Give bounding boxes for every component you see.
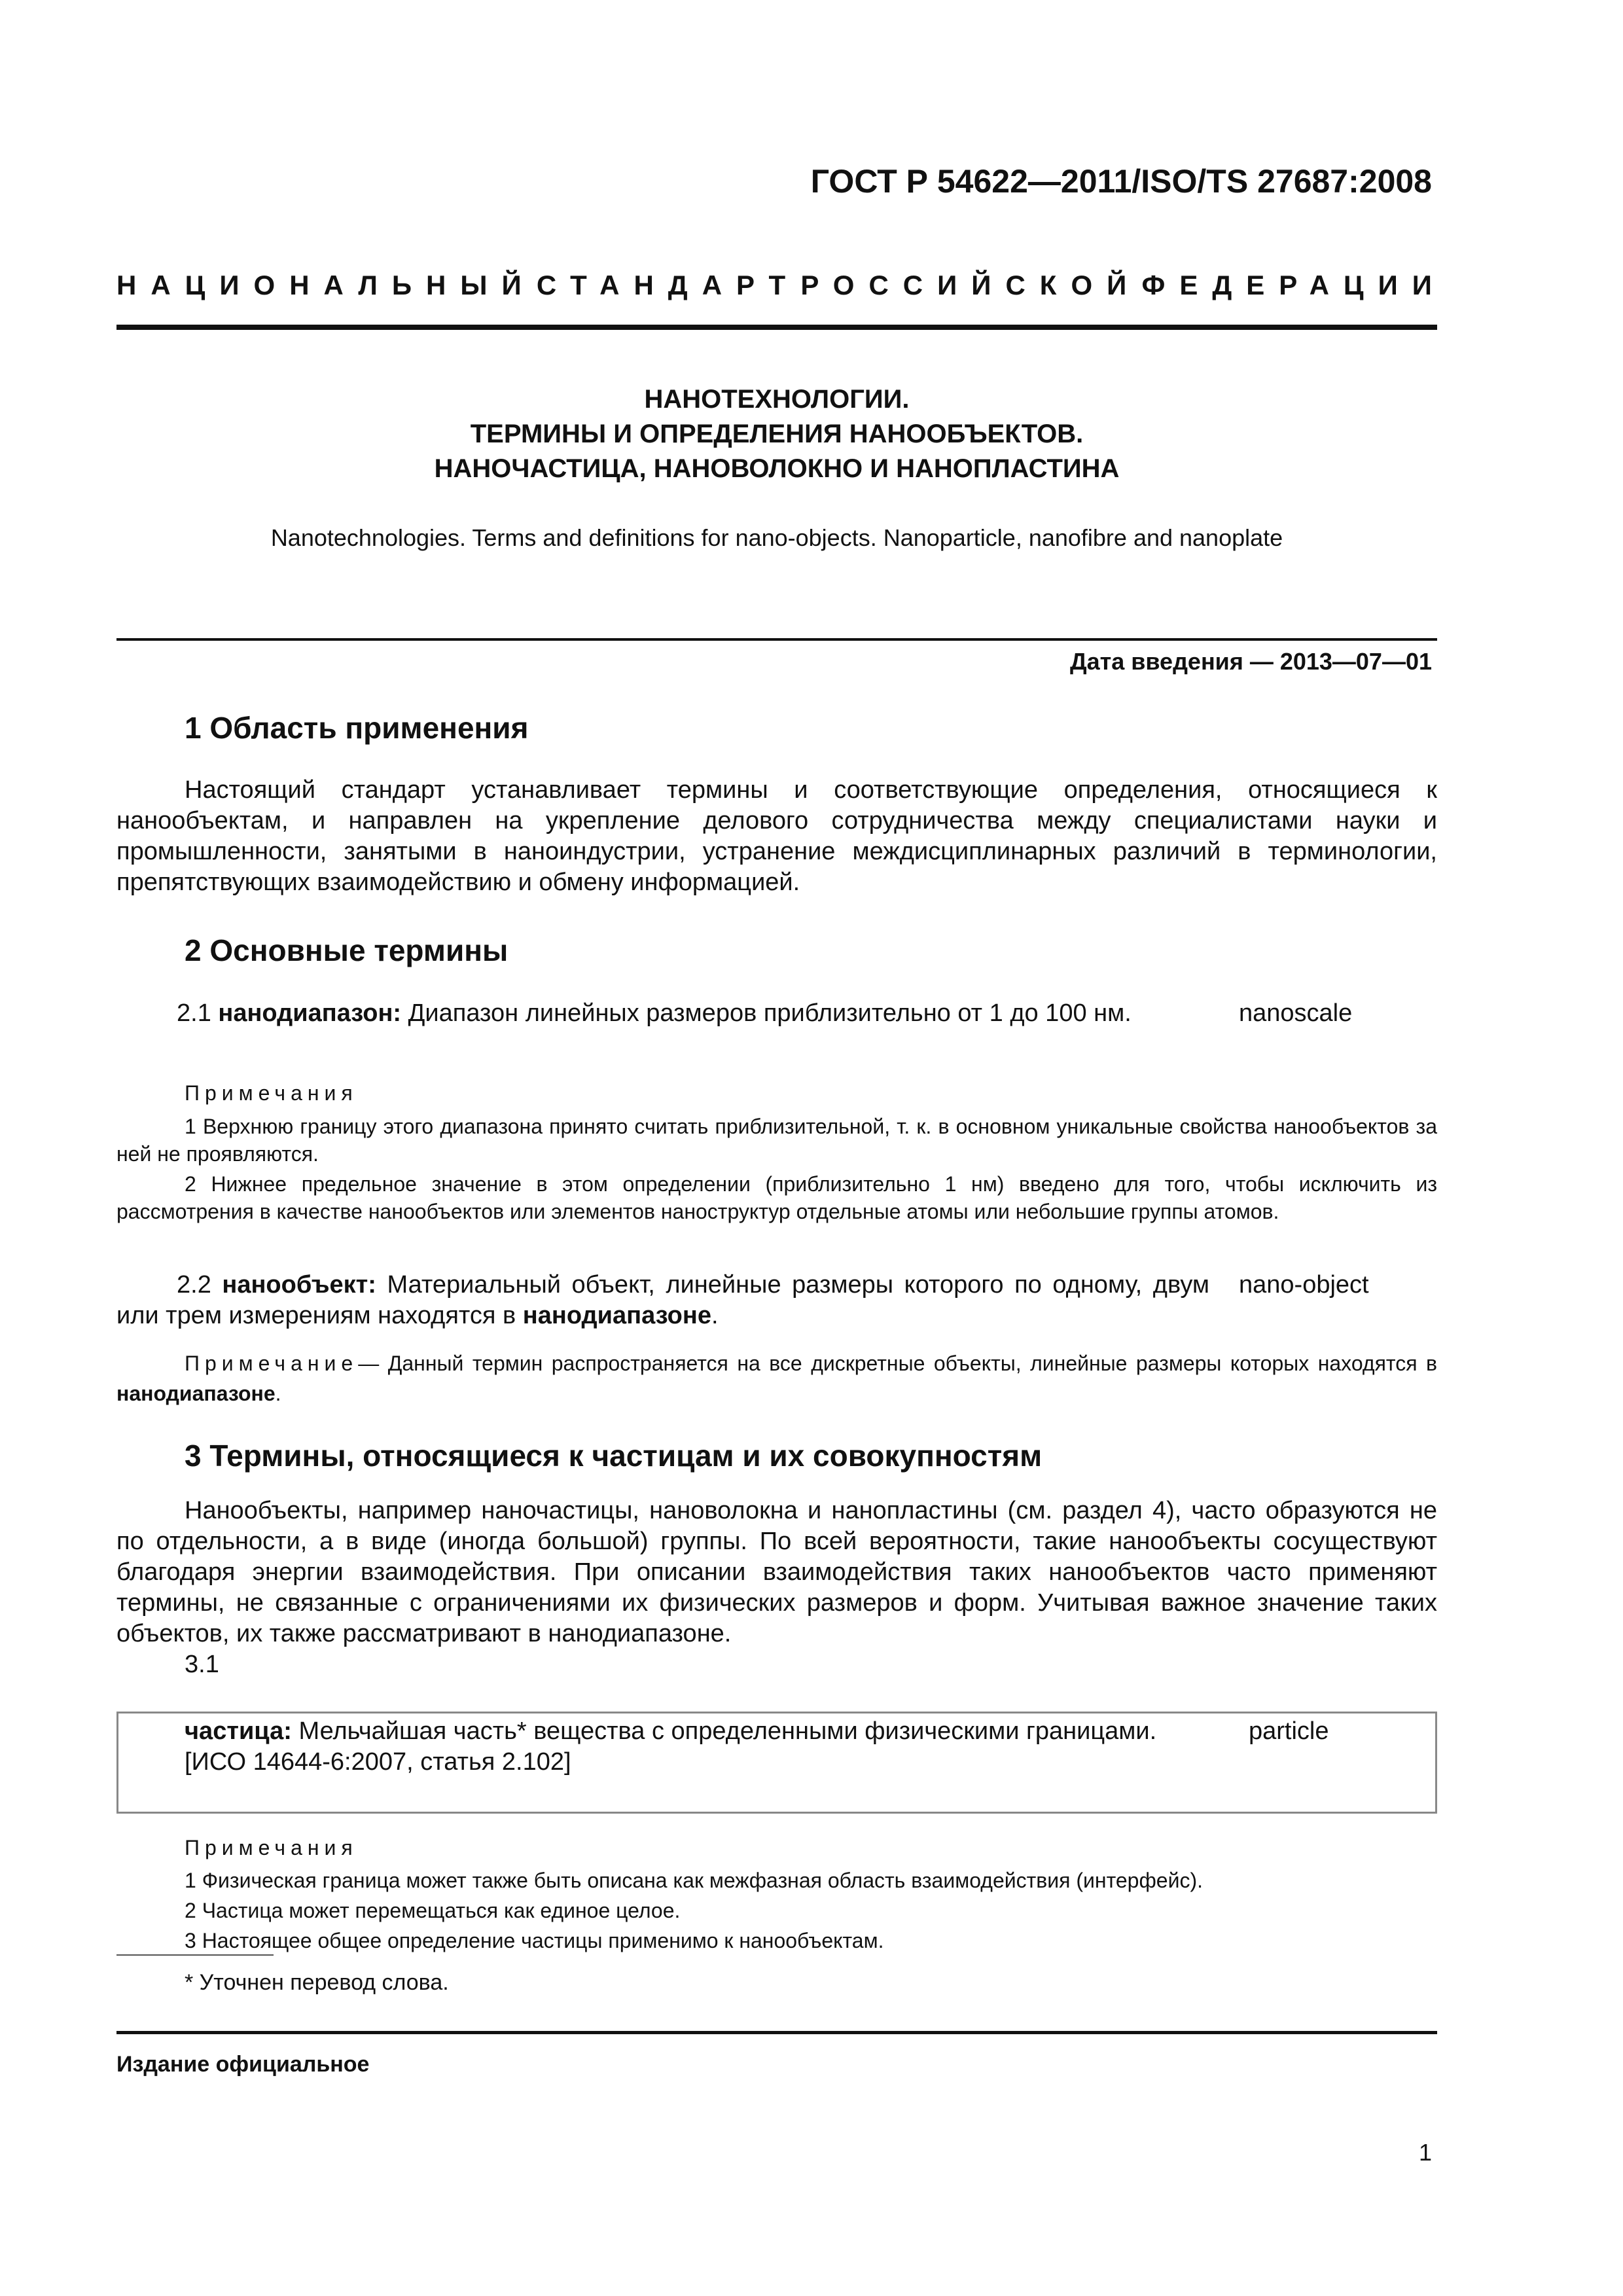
footer-divider bbox=[116, 2031, 1437, 2034]
section-3-text: Нанообъекты, например наночастицы, нановолокна и нанопластины (см. раздел 4), часто образуются не по отдельности, а в виде (иногда большой) группы. По всей вероятности, такие нанообъекты сосуществуют благодаря энергии взаимодействия. При описании взаимодействия таких нанообъектов часто применяют термины, не связанные с ограничениями их физических размеров и форм. Учитывая важное значение таких объектов, их также рассматривают в нанодиапазоне. bbox=[116, 1497, 1437, 1647]
note-text: — Данный термин распространяется на все дискретные объекты, линейные размеры которых находятся в bbox=[358, 1352, 1437, 1375]
notes-heading: Примечания bbox=[185, 1081, 358, 1105]
note-label: Примечание bbox=[185, 1352, 359, 1375]
page-number: 1 bbox=[1418, 2139, 1432, 2166]
introduction-date: Дата введения — 2013—07—01 bbox=[1069, 648, 1432, 675]
note-item: 2 Нижнее предельное значение в этом определении (приблизительно 1 нм) введено для того, чтобы исключить из рассмотрения в качестве нанообъектов или элементов наноструктур отдельные атомы или небольшие группы атомов. bbox=[116, 1172, 1437, 1223]
term-number: 2.2 bbox=[177, 1271, 211, 1299]
term-2-2 bbox=[116, 1270, 1437, 1331]
note-reference: нанодиапазоне bbox=[116, 1382, 276, 1405]
note-item: 3 Настоящее общее определение частицы применимо к нанообъектам. bbox=[185, 1929, 884, 1952]
national-standard-title bbox=[116, 270, 1446, 301]
notes-heading: Примечания bbox=[185, 1836, 358, 1859]
russian-title-line: НАНОТЕХНОЛОГИИ. bbox=[644, 385, 910, 414]
standard-title-word: СТАНДАРТ bbox=[536, 270, 800, 300]
term-3-1-english: particle bbox=[1249, 1717, 1329, 1745]
header-divider bbox=[116, 325, 1437, 330]
term-reference: нанодиапазоне bbox=[522, 1302, 711, 1329]
term-3-1-definition bbox=[116, 1716, 1205, 1747]
term-3-1-reference: [ИСО 14644-6:2007, статья 2.102] bbox=[185, 1748, 571, 1776]
footnote-divider bbox=[116, 1954, 274, 1956]
standard-title-word: РОССИЙСКОЙ bbox=[800, 270, 1141, 300]
section-2-heading: 2 Основные термины bbox=[185, 933, 508, 967]
note-item: 2 Частица может перемещаться как единое целое. bbox=[185, 1899, 681, 1922]
document-code: ГОСТ Р 54622—2011/ISO/TS 27687:2008 bbox=[810, 163, 1432, 200]
term-definition-end: . bbox=[711, 1302, 719, 1329]
section-3-heading: 3 Термины, относящиеся к частицам и их совокупностям bbox=[185, 1439, 1043, 1473]
term-3-1-text bbox=[185, 1716, 1205, 1778]
term-2-1-english: nanoscale bbox=[1239, 999, 1353, 1027]
term-definition: Материальный объект, линейные размеры которого по одному, двум или трем измерениям находятся в bbox=[116, 1271, 1210, 1329]
term-name: частица: bbox=[185, 1717, 292, 1745]
term-2-1-text bbox=[116, 998, 1209, 1029]
section-1-text: Настоящий стандарт устанавливает термины и соответствующие определения, относящиеся к нанообъектам, и направлен на укрепление делового сотрудничества между специалистами науки и промышленности, занятыми в наноиндустрии, устранение междисциплинарных различий в терминологии, препятствующих взаимодействию и обмену информацией. bbox=[116, 776, 1437, 896]
russian-title bbox=[116, 382, 1437, 486]
note-item: 1 Верхнюю границу этого диапазона принято считать приблизительной, т. к. в основном уникальные свойства нанообъектов за ней не проявляются. bbox=[116, 1115, 1437, 1166]
term-definition: Мельчайшая часть* вещества с определенными физическими границами. bbox=[298, 1717, 1157, 1745]
term-number: 2.1 bbox=[177, 999, 211, 1027]
term-definition: Диапазон линейных размеров приблизительно от 1 до 100 нм. bbox=[408, 999, 1132, 1027]
edition-label: Издание официальное bbox=[116, 2052, 370, 2077]
term-2-2-english: nano-object bbox=[1239, 1271, 1369, 1299]
section-1-heading: 1 Область применения bbox=[185, 711, 529, 745]
term-name: нанодиапазон: bbox=[218, 999, 402, 1027]
note-2-2 bbox=[116, 1348, 1437, 1408]
note-item: 1 Физическая граница может также быть описана как межфазная область взаимодействия (интерфейс). bbox=[185, 1869, 1204, 1892]
russian-title-line: НАНОЧАСТИЦА, НАНОВОЛОКНО И НАНОПЛАСТИНА bbox=[434, 454, 1120, 483]
english-title: Nanotechnologies. Terms and definitions for nano-objects. Nanoparticle, nanofibre and nanoplate bbox=[270, 524, 1283, 551]
russian-title-line: ТЕРМИНЫ И ОПРЕДЕЛЕНИЯ НАНООБЪЕКТОВ. bbox=[470, 420, 1084, 448]
title-divider bbox=[116, 638, 1437, 641]
footnote: * Уточнен перевод слова. bbox=[185, 1970, 449, 1995]
standard-title-word: НАЦИОНАЛЬНЫЙ bbox=[116, 270, 536, 300]
term-2-1 bbox=[116, 998, 1437, 1029]
term-name: нанообъект: bbox=[222, 1271, 376, 1299]
term-2-2-text bbox=[116, 1270, 1209, 1331]
standard-title-word: ФЕДЕРАЦИИ bbox=[1141, 270, 1446, 300]
note-end: . bbox=[275, 1382, 281, 1405]
term-3-1-number: 3.1 bbox=[185, 1651, 219, 1678]
